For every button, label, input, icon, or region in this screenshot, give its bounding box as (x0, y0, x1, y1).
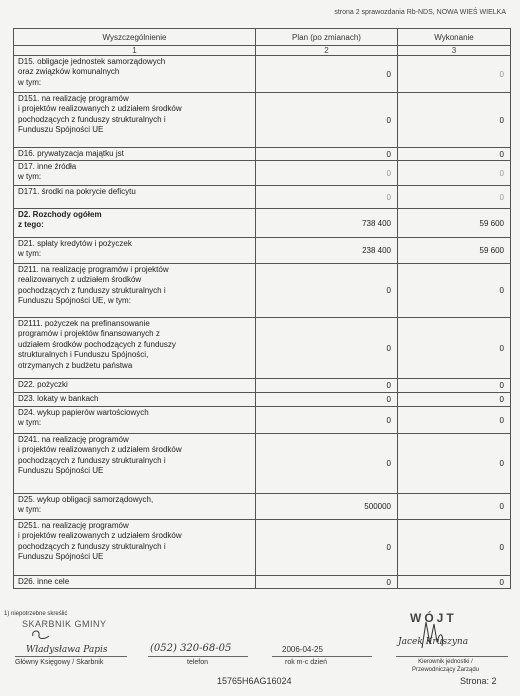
execution-value: 0 (398, 520, 511, 576)
execution-value: 0 (398, 93, 511, 148)
plan-value: 0 (256, 379, 398, 393)
plan-value: 238 400 (256, 238, 398, 264)
row-description: D211. na realizację programów i projektów realizowanych z udziałem środków pochodzących z funduszy strukturalnych i Funduszu Spójności UE, w tym: (14, 264, 256, 318)
execution-value: 0 (398, 56, 511, 93)
signature-mark (418, 620, 448, 652)
divider (148, 656, 248, 657)
signature-skarbnik: Władysława Papis (26, 645, 108, 655)
page-number: Strona: 2 (460, 676, 497, 686)
plan-value: 0 (256, 520, 398, 576)
column-number: 2 (256, 46, 398, 56)
row-description: D2111. pożyczek na prefinansowanie programów i projektów finansowanych z udziałem środków pochodzących z funduszy strukturalnych i Funduszu Spójności, otrzymanych z budżetu państwa (14, 318, 256, 379)
signature-wojt: Jacek Kruszyna (398, 637, 469, 647)
row-description: D25. wykup obligacji samorządowych, w tym: (14, 494, 256, 520)
plan-value: 738 400 (256, 209, 398, 238)
column-number: 1 (14, 46, 256, 56)
plan-value: 0 (256, 393, 398, 407)
plan-value: 0 (256, 434, 398, 494)
execution-value: 0 (398, 407, 511, 434)
execution-value: 0 (398, 576, 511, 589)
plan-value: 0 (256, 318, 398, 379)
execution-value: 0 (398, 494, 511, 520)
divider (396, 656, 508, 657)
plan-value: 0 (256, 161, 398, 186)
execution-value: 0 (398, 148, 511, 161)
signature-mark (30, 628, 52, 642)
execution-value: 0 (398, 434, 511, 494)
row-description: D251. na realizację programów i projektów realizowanych z udziałem środków pochodzących z funduszy strukturalnych i Funduszu Spójności UE (14, 520, 256, 576)
plan-value: 0 (256, 264, 398, 318)
row-description: D21. spłaty kredytów i pożyczek w tym: (14, 238, 256, 264)
execution-value: 0 (398, 264, 511, 318)
plan-value: 0 (256, 186, 398, 209)
label-phone: telefon (187, 659, 209, 666)
document-id: 15765H6AG16024 (217, 676, 292, 686)
footnote: 1) niepotrzebne skreślić (4, 611, 68, 617)
label-date: rok m-c dzień (285, 659, 328, 666)
plan-value: 0 (256, 56, 398, 93)
row-description: D15. obligacje jednostek samorządowych oraz związków komunalnych w tym: (14, 56, 256, 93)
plan-value: 500000 (256, 494, 398, 520)
stamp-wojt: WÓJT (410, 611, 457, 625)
divider (272, 656, 372, 657)
execution-value: 0 (398, 379, 511, 393)
divider (15, 656, 127, 657)
row-description: D16. prywatyzacja majątku jst (14, 148, 256, 161)
row-description: D24. wykup papierów wartościowych w tym: (14, 407, 256, 434)
row-description: D17. inne źródła w tym: (14, 161, 256, 186)
stamp-skarbnik: SKARBNIK GMINY (22, 619, 107, 629)
phone-handwritten: (052) 320-68-05 (150, 643, 232, 654)
execution-value: 0 (398, 318, 511, 379)
plan-value: 0 (256, 148, 398, 161)
role-wojt: Kierownik jednostki / Przewodniczący Zarządu (412, 659, 480, 673)
row-description: D2. Rozchody ogółem z tego: (14, 209, 256, 238)
row-description: D241. na realizację programów i projektów realizowanych z udziałem środków pochodzących z funduszy strukturalnych i Funduszu Spójności UE (14, 434, 256, 494)
plan-value: 0 (256, 407, 398, 434)
role-skarbnik: Główny Księgowy / Skarbnik (15, 659, 104, 666)
column-header-description: Wyszczególnienie (14, 29, 256, 46)
page-header: strona 2 sprawozdania Rb-NDS, NOWA WIEŚ WIELKA (334, 9, 506, 16)
execution-value: 59 600 (398, 209, 511, 238)
row-description: D151. na realizację programów i projektów realizowanych z udziałem środków pochodzących z funduszy strukturalnych i Funduszu Spójności UE (14, 93, 256, 148)
column-header-plan: Plan (po zmianach) (256, 29, 398, 46)
column-number: 3 (398, 46, 511, 56)
row-description: D22. pożyczki (14, 379, 256, 393)
execution-value: 0 (398, 161, 511, 186)
execution-value: 0 (398, 393, 511, 407)
row-description: D171. środki na pokrycie deficytu (14, 186, 256, 209)
column-header-execution: Wykonanie (398, 29, 511, 46)
plan-value: 0 (256, 576, 398, 589)
row-description: D23. lokaty w bankach (14, 393, 256, 407)
execution-value: 59 600 (398, 238, 511, 264)
row-description: D26. inne cele (14, 576, 256, 589)
execution-value: 0 (398, 186, 511, 209)
plan-value: 0 (256, 93, 398, 148)
report-date: 2006-04-25 (282, 645, 323, 654)
